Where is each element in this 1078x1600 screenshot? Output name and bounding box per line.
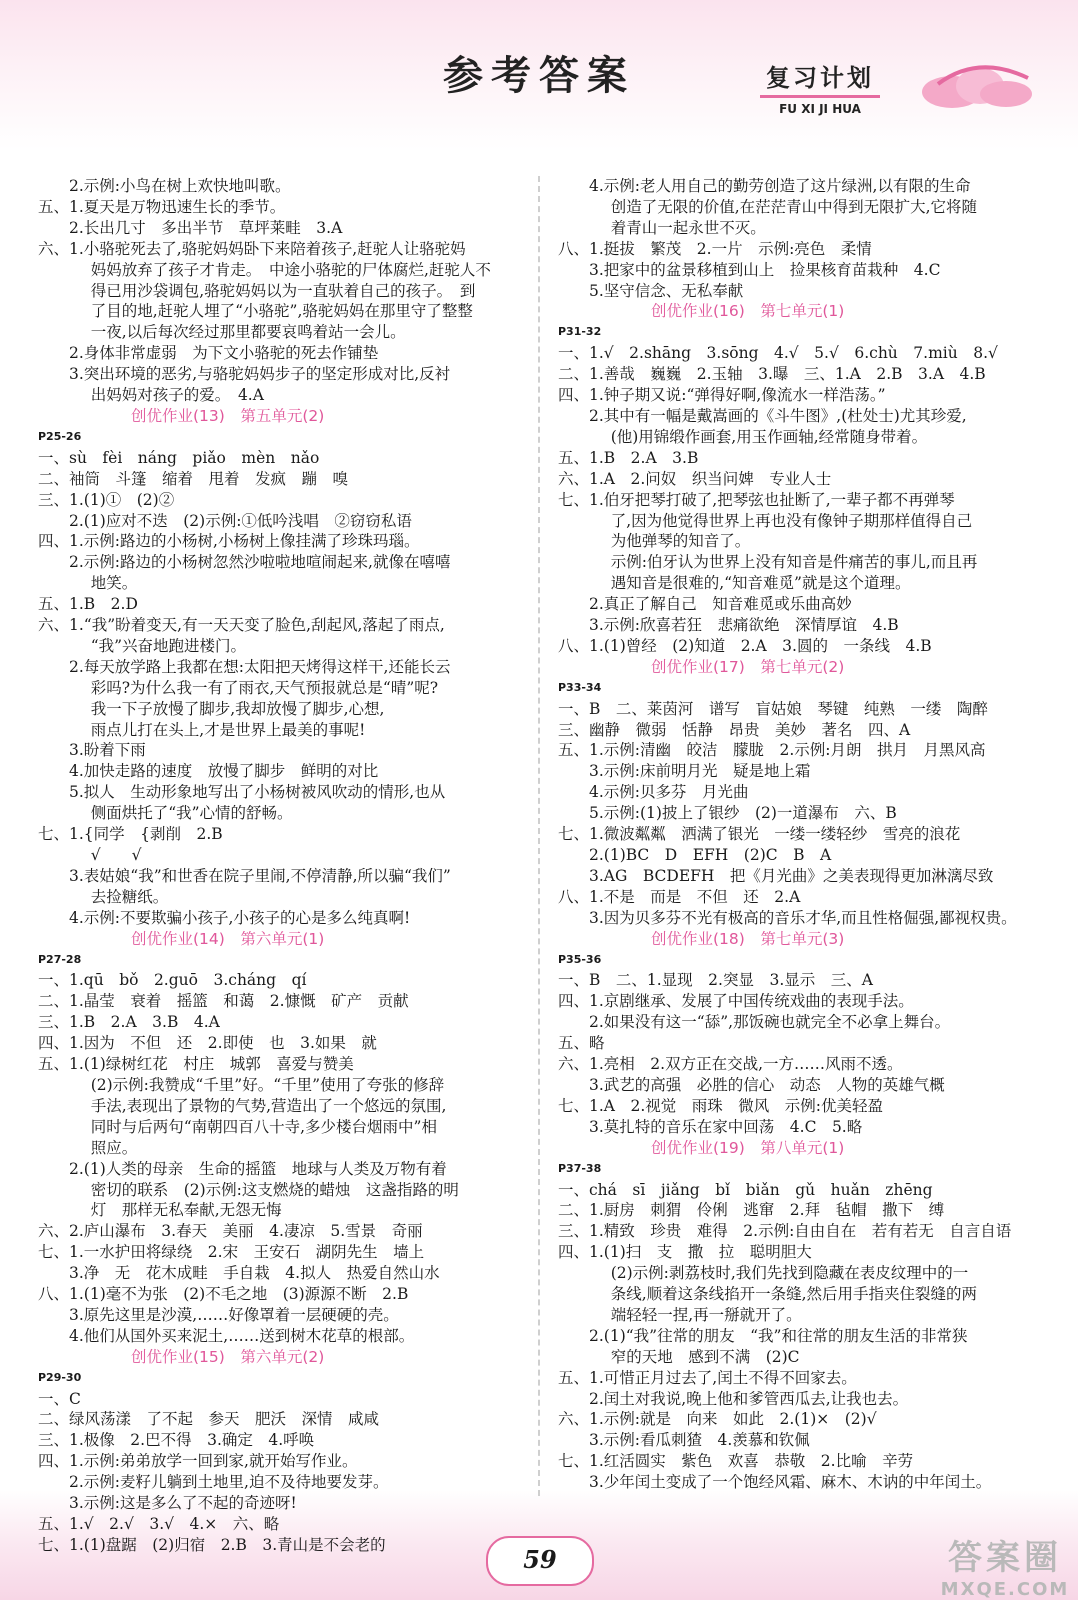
answer-line: 四、1.示例:弟弟放学一回到家,就开始写作业。 <box>38 1452 358 1471</box>
answer-line: 遇知音是很难的,“知音难觅”就是这个道理。 <box>610 574 911 593</box>
series-badge <box>760 58 880 116</box>
answer-line: 2.示例:麦籽儿躺到土地里,迫不及待地要发芽。 <box>69 1473 389 1492</box>
answer-line: 端轻轻一捏,再一掰就开了。 <box>610 1305 802 1324</box>
answer-line: 四、1.示例:路边的小杨树,小杨树上像挂满了珍珠玛瑙。 <box>38 532 420 551</box>
cloud-icon <box>918 64 1038 110</box>
answer-line: 照应。 <box>90 1138 138 1157</box>
answer-line: 2.(1)BC D EFH (2)C B A <box>589 846 832 864</box>
section-heading: 创优作业(19) 第八单元(1) <box>651 1138 845 1157</box>
answer-line: 五、1.B 2.D <box>38 595 138 614</box>
answer-line: 八、1.挺拔 繁茂 2.一片 示例:亮色 柔情 <box>558 239 872 258</box>
answer-line: 2.闰土对我说,晚上他和爹管西瓜去,让我也去。 <box>589 1389 909 1408</box>
page-range-label: P31-32 <box>558 325 602 339</box>
answer-line: 妈妈放弃了孩子才肯走。 中途小骆驼的尸体腐烂,赶驼人不 <box>90 260 491 279</box>
answer-line: 3.示例:看瓜刺猹 4.羡慕和钦佩 <box>589 1431 810 1450</box>
answer-line: 一、1.qū bǒ 2.guō 3.cháng qí <box>38 971 307 990</box>
answer-line: 五、1.可惜正月过去了,闰土不得不回家去。 <box>558 1368 857 1387</box>
answer-line: 侧面烘托了“我”心情的舒畅。 <box>90 804 293 823</box>
answer-line: 五、略 <box>558 1034 605 1053</box>
answer-line: 5.示例:(1)披上了银纱 (2)一道瀑布 六、B <box>589 804 897 823</box>
answer-line: 着青山一起永世不灭。 <box>610 218 766 237</box>
watermark-url: MXQE.COM <box>940 1579 1070 1600</box>
answer-line: 一、C <box>38 1389 81 1408</box>
answer-line: 3.把家中的盆景移植到山上 捡果核育苗栽种 4.C <box>589 260 941 279</box>
answer-line: 五、1.示例:清幽 皎洁 朦胧 2.示例:月朗 拱月 月黑风高 <box>558 741 986 760</box>
answer-line: 2.(1)应对不迭 (2)示例:①低吟浅唱 ②窃窃私语 <box>69 511 412 530</box>
answer-line: 2.如果没有这一“舔”,那饭碗也就完全不必拿上舞台。 <box>589 1013 951 1032</box>
answer-line: 得已用沙袋调包,骆驼妈妈以为一直驮着自己的孩子。 到 <box>90 281 476 300</box>
answer-line: 八、1.(1)毫不为张 (2)不毛之地 (3)源源不断 2.B <box>38 1285 409 1304</box>
answer-line: 一、B 二、1.显现 2.突显 3.显示 三、A <box>558 971 873 990</box>
answer-line: 窄的天地 感到不满 (2)C <box>610 1347 800 1366</box>
answer-line: 六、1.A 2.问奴 织当问婢 专业人士 <box>558 469 832 488</box>
answer-line: 密切的联系 (2)示例:这支燃烧的蜡烛 这盏指路的明 <box>90 1180 459 1199</box>
answer-line: 七、1.伯牙把琴打破了,把琴弦也扯断了,一辈子都不再弹琴 <box>558 490 955 509</box>
answer-line: 六、1.“我”盼着变天,有一天天变了脸色,刮起风,落起了雨点, <box>38 616 445 635</box>
answer-line: 八、1.不是 而是 不但 还 2.A <box>558 887 801 906</box>
answer-line: 一夜,以后每次经过那里都要哀鸣着站一会儿。 <box>90 323 406 342</box>
answer-line: (2)示例:剥荔枝时,我们先找到隐藏在表皮纹理中的一 <box>610 1264 969 1283</box>
answer-line: 条线,顺着这条线掐开一条缝,然后用手指夹住裂缝的两 <box>610 1285 978 1304</box>
answer-line: 七、1.一水护田将绿绕 2.宋 王安石 湖阴先生 墙上 <box>38 1243 425 1262</box>
answer-line: 了目的地,赶驼人埋了“小骆驼”,骆驼妈妈在那里守了整整 <box>90 302 473 321</box>
answer-line: 七、1.(1)盘踞 (2)归宿 2.B 3.青山是不会老的 <box>38 1535 386 1554</box>
answer-line: “我”兴奋地跑进楼门。 <box>90 636 247 655</box>
answer-line: 5.坚守信念、无私奉献 <box>589 281 744 300</box>
answer-line: 二、1.善哉 巍巍 2.玉轴 3.曝 三、1.A 2.B 3.A 4.B <box>558 365 986 384</box>
answer-line: 4.示例:不要欺骗小孩子,小孩子的心是多么纯真啊! <box>69 908 411 927</box>
answer-line: 3.盼着下雨 <box>69 741 146 760</box>
answer-line: 六、1.亮相 2.双方正在交战,一方……风雨不透。 <box>558 1055 903 1074</box>
section-heading: 创优作业(13) 第五单元(2) <box>131 406 325 425</box>
answer-line: 2.真正了解自己 知音难觅或乐曲高妙 <box>589 595 852 614</box>
answer-line: 3.武艺的高强 必胜的信心 动态 人物的英雄气概 <box>589 1075 945 1094</box>
page-range-label: P27-28 <box>38 952 82 966</box>
page-range-label: P25-26 <box>38 429 82 443</box>
answer-line: 3.因为贝多芬不光有极高的音乐才华,而且性格倔强,鄙视权贵。 <box>589 908 1017 927</box>
answer-line: 四、1.京剧继承、发展了中国传统戏曲的表现手法。 <box>558 992 914 1011</box>
answer-line: 3.AG BCDEFH 把《月光曲》之美表现得更加淋漓尽致 <box>589 866 994 885</box>
answer-line: 3.净 无 花木成畦 手自栽 4.拟人 热爱自然山水 <box>69 1264 440 1283</box>
answer-line: 三、1.(1)① (2)② <box>38 490 175 509</box>
answer-line: 5.拟人 生动形象地写出了小杨树被风吹动的情形,也从 <box>69 783 446 802</box>
answer-line: √ √ <box>90 846 142 864</box>
answer-line: 4.示例:老人用自己的勤劳创造了这片绿洲,以有限的生命 <box>589 177 971 195</box>
answer-line: 三、1.极像 2.巴不得 3.确定 4.呼唤 <box>38 1431 315 1450</box>
answer-line: 一、1.√ 2.shāng 3.sōng 4.√ 5.√ 6.chù 7.miù 8.√ <box>558 344 998 363</box>
page-number: 59 <box>486 1536 594 1586</box>
answer-line: 4.他们从国外买来泥土,……送到树木花草的根部。 <box>69 1326 415 1345</box>
answer-line: 五、1.√ 2.√ 3.√ 4.× 六、略 <box>38 1515 280 1533</box>
answer-line: 二、1.厨房 刺猬 伶俐 逃窜 2.拜 毡帽 撒下 缚 <box>558 1201 945 1220</box>
section-heading: 创优作业(18) 第七单元(3) <box>651 929 845 948</box>
column-divider <box>538 176 540 1496</box>
answer-line: (他)用锦缎作画套,用玉作画轴,经常随身带着。 <box>610 427 928 446</box>
answer-line: 三、幽静 微弱 恬静 昂贵 美妙 著名 四、A <box>558 720 911 739</box>
answer-line: 七、1.微波粼粼 洒满了银光 一缕一缕轻纱 雪亮的浪花 <box>558 825 961 844</box>
answer-line: 3.突出环境的恶劣,与骆驼妈妈步子的坚定形成对比,反衬 <box>69 365 451 384</box>
answer-line: 2.长出几寸 多出半节 草坪莱畦 3.A <box>69 218 343 237</box>
section-heading: 创优作业(14) 第六单元(1) <box>131 929 325 948</box>
section-heading: 创优作业(15) 第六单元(2) <box>131 1347 325 1366</box>
answer-line: 四、1.钟子期又说:“弹得好啊,像流水一样浩荡。” <box>558 386 886 405</box>
answer-line: 4.示例:贝多芬 月光曲 <box>589 783 749 802</box>
answer-line: 二、袖筒 斗篷 缩着 甩着 发疯 蹦 嗅 <box>38 469 349 488</box>
answer-line: 了,因为他觉得世界上再也没有像钟子期那样值得自己 <box>610 511 973 530</box>
answer-line: (2)示例:我赞成“千里”好。“千里”使用了夸张的修辞 <box>90 1075 445 1094</box>
section-heading: 创优作业(17) 第七单元(2) <box>651 657 845 676</box>
answer-line: 雨点儿打在头上,才是世界上最美的事呢! <box>90 720 366 739</box>
answer-line: 2.每天放学路上我都在想:太阳把天烤得这样干,还能长云 <box>69 657 451 676</box>
answer-line: 八、1.(1)曾经 (2)知道 2.A 3.圆的 一条线 4.B <box>558 636 932 655</box>
answer-line: 示例:伯牙认为世界上没有知音是件痛苦的事儿,而且再 <box>610 553 978 572</box>
answer-line: 3.示例:欣喜若狂 悲痛欲绝 深情厚谊 4.B <box>589 616 899 635</box>
answer-line: 2.其中有一幅是戴嵩画的《斗牛图》,(杜处士)尤其珍爱, <box>589 406 967 425</box>
answer-line: 2.示例:路边的小杨树忽然沙啦啦地喧闹起来,就像在嘻嘻 <box>69 553 451 572</box>
watermark-title: 答案圈 <box>948 1538 1062 1578</box>
answer-line: 3.莫扎特的音乐在家中回荡 4.C 5.略 <box>589 1117 863 1136</box>
answer-line: 2.身体非常虚弱 为下文小骆驼的死去作铺垫 <box>69 344 379 363</box>
answer-line: 二、1.晶莹 衰着 摇篮 和蔼 2.慷慨 矿产 贡献 <box>38 992 409 1011</box>
section-heading: 创优作业(16) 第七单元(1) <box>651 302 845 321</box>
series-name-pinyin: FU XI JI HUA <box>779 102 861 116</box>
answer-line: 四、1.因为 不但 还 2.即使 也 3.如果 就 <box>38 1034 377 1053</box>
answer-line: 一、chá sī jiǎng bǐ biǎn gǔ huǎn zhēng <box>558 1180 933 1199</box>
answer-line: 2.示例:小鸟在树上欢快地叫歌。 <box>69 177 291 195</box>
answer-line: 二、绿风荡漾 了不起 参天 肥沃 深情 咸咸 <box>38 1410 380 1429</box>
answer-line: 三、1.精致 珍贵 难得 2.示例:自由自在 若有若无 自言自语 <box>558 1222 1012 1241</box>
answer-line: 七、1.{同学 {剥削 2.B <box>38 825 223 844</box>
answer-line: 为他弹琴的知音了。 <box>610 532 751 551</box>
answer-line: 一、sù fèi náng piǎo mèn nǎo <box>38 448 320 467</box>
answer-line: 2.(1)人类的母亲 生命的摇篮 地球与人类及万物有着 <box>69 1159 447 1178</box>
answer-line: 六、1.小骆驼死去了,骆驼妈妈卧下来陪着孩子,赶驼人让骆驼妈 <box>38 239 466 258</box>
answer-column-right <box>558 176 1054 1493</box>
answer-line: 去捡糖纸。 <box>90 887 169 906</box>
watermark-logo <box>940 1530 1070 1600</box>
answer-line: 五、1.(1)绿树红花 村庄 城郭 喜爱与赞美 <box>38 1055 354 1074</box>
page-title: 参考答案 <box>443 52 635 99</box>
page-range-label: P37-38 <box>558 1161 602 1175</box>
answer-line: 2.(1)“我”往常的朋友 “我”和往常的朋友生活的非常狭 <box>589 1326 968 1345</box>
answer-line: 灯 那样无私奉献,无怨无悔 <box>90 1201 282 1220</box>
answer-line: 五、1.夏天是万物迅速生长的季节。 <box>38 197 286 216</box>
answer-line: 七、1.红活圆实 紫色 欢喜 恭敬 2.比喻 辛劳 <box>558 1452 914 1471</box>
answer-line: 4.加快走路的速度 放慢了脚步 鲜明的对比 <box>69 762 379 781</box>
answer-line: 3.示例:床前明月光 疑是地上霜 <box>589 762 811 781</box>
answer-line: 创造了无限的价值,在茫茫青山中得到无限扩大,它将随 <box>610 197 978 216</box>
answer-line: 一、B 二、莱茵河 谱写 盲姑娘 琴键 纯熟 一缕 陶醉 <box>558 699 988 718</box>
answer-line: 七、1.A 2.视觉 雨珠 微风 示例:优美轻盈 <box>558 1096 883 1115</box>
answer-line: 我一下子放慢了脚步,我却放慢了脚步,心想, <box>90 699 385 718</box>
answer-line: 三、1.B 2.A 3.B 4.A <box>38 1013 220 1032</box>
answer-line: 3.少年闰土变成了一个饱经风霜、麻木、木讷的中年闰土。 <box>589 1473 992 1492</box>
answer-line: 四、1.(1)扫 支 撒 拉 聪明胆大 <box>558 1243 812 1262</box>
series-name: 复习计划 <box>760 58 880 98</box>
answer-line: 六、1.示例:就是 向来 如此 2.(1)× (2)√ <box>558 1410 877 1429</box>
answer-line: 出妈妈对孩子的爱。 4.A <box>90 386 264 405</box>
answer-line: 五、1.B 2.A 3.B <box>558 448 699 467</box>
answer-line: 地笑。 <box>90 574 138 593</box>
answer-line: 3.表姑娘“我”和世香在院子里闹,不停清静,所以骗“我们” <box>69 866 451 885</box>
answer-column-left <box>38 176 534 1556</box>
answer-line: 彩吗?为什么我一有了雨衣,天气预报就总是“晴”呢? <box>90 678 439 697</box>
answer-line: 同时与后两句“南朝四百八十寺,多少楼台烟雨中”相 <box>90 1117 437 1136</box>
page-range-label: P33-34 <box>558 680 602 694</box>
answer-line: 手法,表现出了景物的气势,营造出了一个悠远的氛围, <box>90 1096 447 1115</box>
page-range-label: P29-30 <box>38 1370 82 1384</box>
answer-line: 3.示例:这是多么了不起的奇迹呀! <box>69 1494 297 1513</box>
page-range-label: P35-36 <box>558 952 602 966</box>
answer-line: 六、2.庐山瀑布 3.春天 美丽 4.凄凉 5.雪景 奇丽 <box>38 1222 423 1241</box>
answer-line: 3.原先这里是沙漠,……好像罩着一层硬硬的壳。 <box>69 1305 399 1324</box>
